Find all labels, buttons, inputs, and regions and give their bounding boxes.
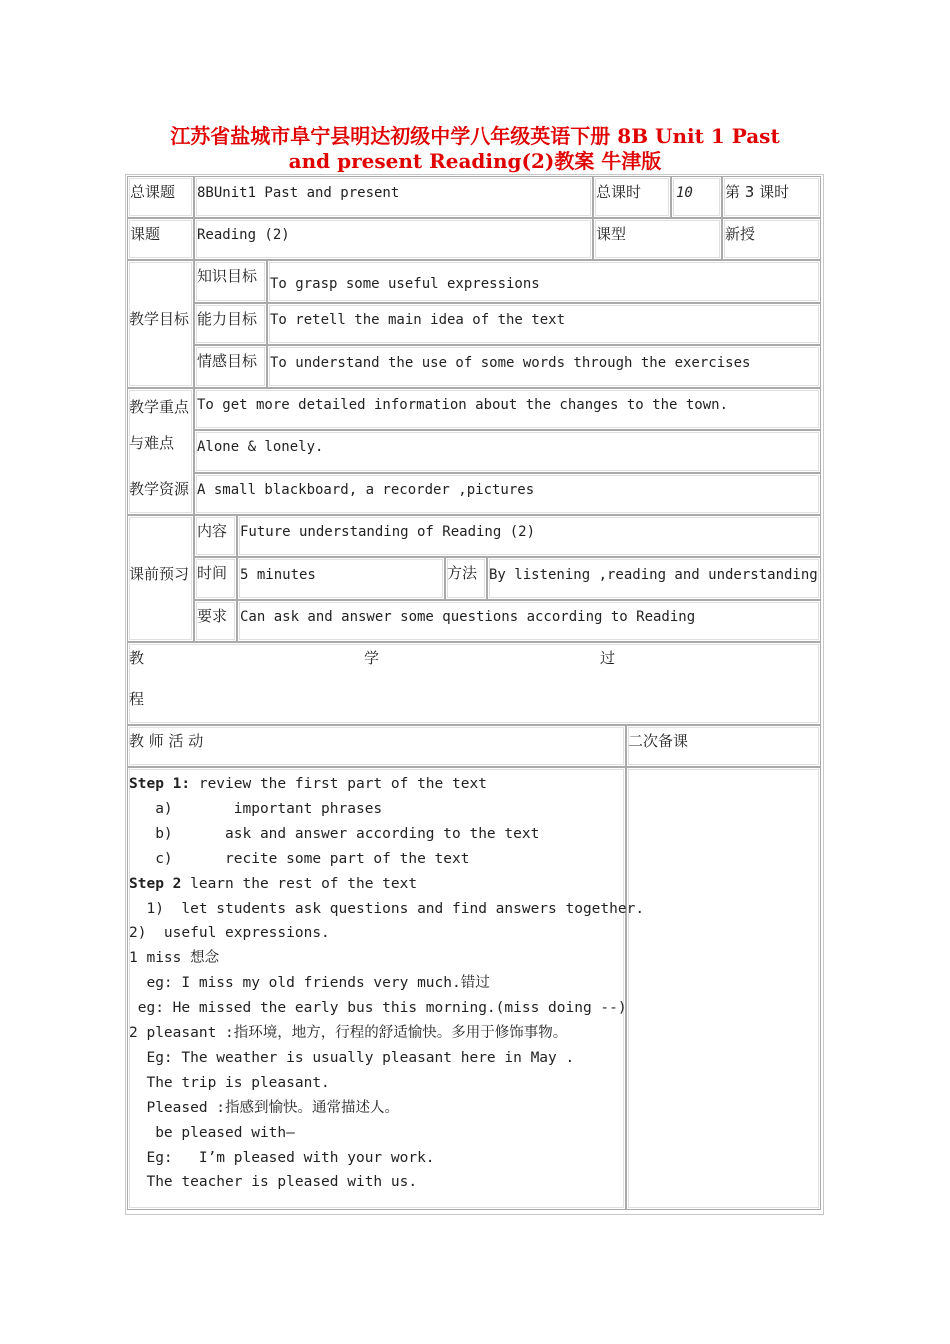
body-line xyxy=(129,849,469,869)
preview-label: 课前预习 xyxy=(129,565,190,583)
body-line-text: Eg: I’m pleased with your work. xyxy=(129,1149,435,1166)
cell-resources-value xyxy=(194,473,821,515)
time-label: 时间 xyxy=(197,564,228,582)
cell-difficult-value xyxy=(194,430,821,473)
body-line-text: b) ask and answer according to the text xyxy=(129,825,540,842)
process-char-2: 学 xyxy=(364,649,380,667)
body-line xyxy=(129,1023,567,1043)
cell-key-points-label xyxy=(127,388,194,515)
body-line-text: Pleased :指感到愉快。通常描述人。 xyxy=(129,1099,400,1116)
process-char-4: 程 xyxy=(129,690,145,708)
key-value: To get more detailed information about the changes to the town. xyxy=(197,397,729,413)
body-line xyxy=(129,824,539,844)
cell-knowledge-label xyxy=(194,260,267,303)
cell-content-value xyxy=(237,515,821,557)
body-line xyxy=(129,899,644,919)
body-line-text: The teacher is pleased with us. xyxy=(129,1174,418,1191)
goals-label: 教学目标 xyxy=(129,310,190,328)
method-label: 方法 xyxy=(447,564,478,582)
body-line-text: eg: I miss my old friends very much.错过 xyxy=(129,975,490,992)
emotion-label: 情感目标 xyxy=(197,352,258,370)
cell-ability-label xyxy=(194,303,267,345)
knowledge-value: To grasp some useful expressions xyxy=(270,276,540,292)
doc-title-line1: 江苏省盐城市阜宁县明达初级中学八年级英语下册 8B Unit 1 Past xyxy=(170,124,780,148)
cell-time-value xyxy=(237,557,445,600)
body-line xyxy=(129,1123,295,1143)
emotion-value: To understand the use of some words through the exercises xyxy=(270,355,751,371)
total-hours-value: 10 xyxy=(676,185,693,201)
process-char-1: 教 xyxy=(129,649,145,667)
cell-time-label xyxy=(194,557,237,600)
ability-label: 能力目标 xyxy=(197,310,258,328)
body-line-text: be pleased with— xyxy=(129,1124,295,1141)
knowledge-label: 知识目标 xyxy=(197,267,258,285)
cell-ability-value xyxy=(267,303,821,345)
cell-content-label xyxy=(194,515,237,557)
require-label: 要求 xyxy=(197,607,228,625)
ability-value: To retell the main idea of the text xyxy=(270,312,566,328)
cell-second-prep xyxy=(626,767,821,1210)
topic-value: Reading (2) xyxy=(197,227,290,243)
type-value: 新授 xyxy=(725,225,756,243)
body-line-text: Eg: The weather is usually pleasant here in May . xyxy=(129,1049,575,1066)
doc-title-line2: and present Reading(2)教案 牛津版 xyxy=(288,149,662,173)
body-line-text: 2 pleasant :指环境，地方，行程的舒适愉快。多用于修饰事物。 xyxy=(129,1025,568,1041)
total-hours-label: 总课时 xyxy=(596,183,642,201)
second-prep-label: 二次备课 xyxy=(628,732,689,750)
body-line-text: a) important phrases xyxy=(129,800,383,817)
cell-topic-value xyxy=(194,218,593,260)
cell-total-topic-label xyxy=(127,176,194,218)
cell-total-hours-value xyxy=(671,176,722,218)
topic-label: 课题 xyxy=(130,225,161,243)
body-line xyxy=(129,1098,399,1118)
cell-lesson-no xyxy=(722,176,821,218)
total-topic-value: 8BUnit1 Past and present xyxy=(197,185,400,201)
step-heading: Step 2 xyxy=(129,875,182,892)
body-line-text: c) recite some part of the text xyxy=(129,850,470,867)
body-line-text: review the first part of the text xyxy=(190,776,487,792)
cell-total-topic-value xyxy=(194,176,593,218)
cell-process-title xyxy=(127,642,821,725)
body-line-text: 1) let students ask questions and find answers together. xyxy=(129,900,645,917)
cell-knowledge-value xyxy=(267,260,821,303)
key-points-label-1: 教学重点 xyxy=(129,398,190,416)
body-line xyxy=(129,874,417,894)
body-line xyxy=(129,774,487,794)
cell-key-value xyxy=(194,388,821,430)
body-line xyxy=(129,923,330,943)
cell-second-label xyxy=(626,725,821,767)
cell-goals-label xyxy=(127,260,194,388)
difficult-value: Alone & lonely. xyxy=(197,439,324,455)
body-line-text: The trip is pleasant. xyxy=(129,1074,330,1091)
teacher-activity-label: 教 师 活 动 xyxy=(129,732,204,750)
time-value: 5 minutes xyxy=(240,567,316,583)
body-line xyxy=(129,948,219,968)
body-line xyxy=(129,1048,574,1068)
cell-total-hours-label xyxy=(593,176,671,218)
cell-require-value xyxy=(237,600,821,642)
process-char-3: 过 xyxy=(600,649,616,667)
method-value: By listening ,reading and understanding xyxy=(489,567,818,583)
body-line xyxy=(129,799,382,819)
body-line-text: 2) useful expressions. xyxy=(129,925,330,942)
cell-emotion-value xyxy=(267,345,821,388)
cell-method-label xyxy=(445,557,487,600)
body-line-text: learn the rest of the text xyxy=(181,875,418,892)
cell-require-label xyxy=(194,600,237,642)
cell-type-value xyxy=(722,218,821,260)
cell-method-value xyxy=(487,557,821,600)
body-line xyxy=(129,998,627,1018)
total-topic-label: 总课题 xyxy=(130,183,176,201)
type-label: 课型 xyxy=(596,225,627,243)
cell-emotion-label xyxy=(194,345,267,388)
body-line-text: 1 miss 想念 xyxy=(129,950,220,967)
require-value: Can ask and answer some questions according to Reading xyxy=(240,609,696,625)
content-label: 内容 xyxy=(197,522,228,540)
cell-teacher-label xyxy=(127,725,626,767)
cell-preview-label xyxy=(127,515,194,642)
resources-label: 教学资源 xyxy=(129,480,190,498)
cell-topic-label xyxy=(127,218,194,260)
body-line xyxy=(129,1148,435,1168)
cell-type-label xyxy=(593,218,722,260)
content-value: Future understanding of Reading (2) xyxy=(240,524,536,540)
body-line-text: eg: He missed the early bus this morning.(miss doing --) xyxy=(129,1000,627,1017)
key-points-label-2: 与难点 xyxy=(129,434,175,452)
body-line xyxy=(129,1172,417,1192)
body-line xyxy=(129,973,490,993)
lesson-no: 第 3 课时 xyxy=(725,183,790,201)
body-line xyxy=(129,1073,330,1093)
resources-value: A small blackboard, a recorder ,pictures xyxy=(197,482,535,498)
step-heading: Step 1: xyxy=(129,776,191,792)
